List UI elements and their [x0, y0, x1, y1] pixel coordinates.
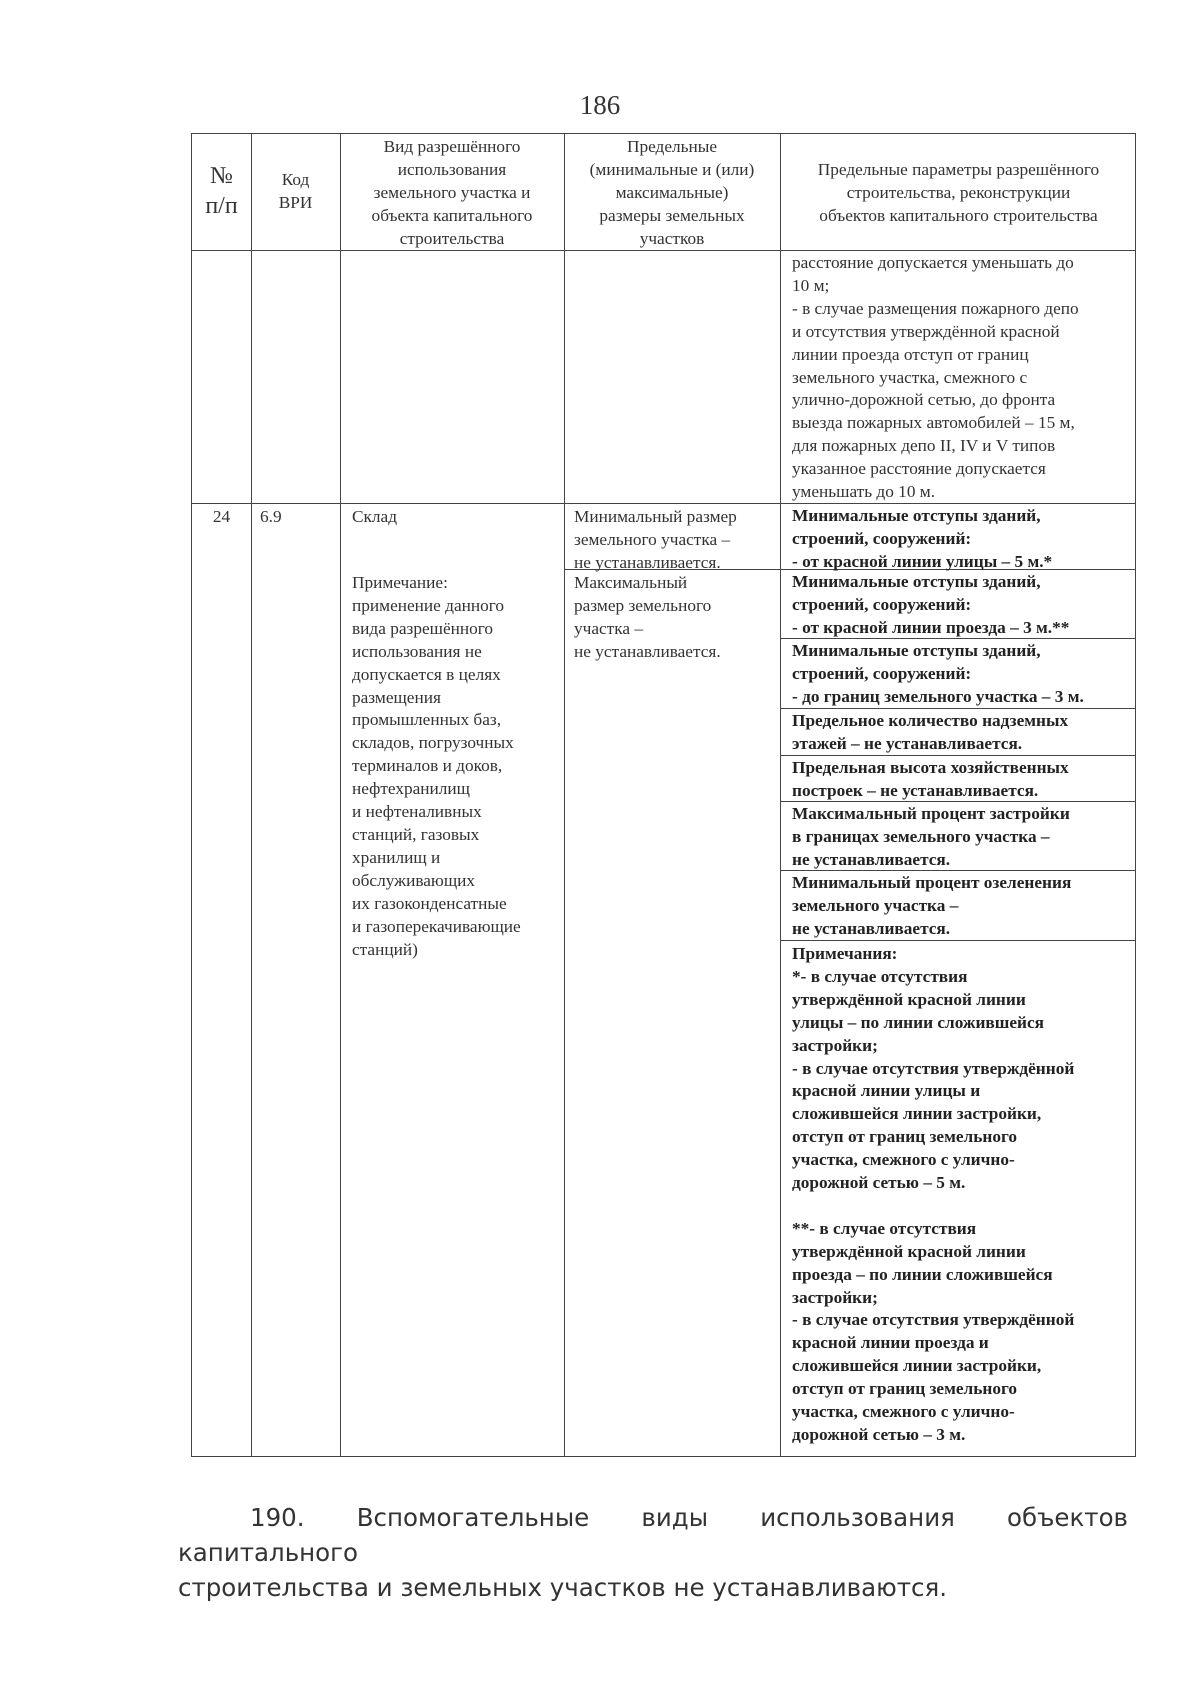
header-use-type: Вид разрешённого использования земельного участка и объекта капитального строительства	[371, 137, 533, 248]
header-num-sign: №	[210, 163, 233, 189]
row-use-type-note: Примечание: применение данного вида разрешённого использования не допускается в целях размещения промышленных баз, складов, погрузочных терминалов и доков, нефтехранилищ и нефтеналивных станций, газовых хранилищ и обслуживающих их газоконденсатные и газоперекачивающие станций)	[352, 573, 521, 959]
zoning-table	[191, 133, 1136, 1457]
header-code: Код ВРИ	[278, 170, 313, 212]
row-number: 24	[212, 507, 231, 526]
row-plot-size-max: Максимальный размер земельного участка – не устанавливается.	[574, 573, 721, 661]
param-setback-boundary: Минимальные отступы зданий, строений, сооружений: - до границ земельного участка – 3 м.	[792, 641, 1084, 706]
row-code: 6.9	[260, 507, 282, 526]
param-setback-passage: Минимальные отступы зданий, строений, сооружений: - от красной линии проезда – 3 м.**	[792, 572, 1070, 637]
header-plot-sizes: Предельные (минимальные и (или) максимальные) размеры земельных участков	[589, 137, 755, 248]
header-build-params: Предельные параметры разрешённого строительства, реконструкции объектов капитального строительства	[817, 160, 1100, 225]
header-num-sub: п/п	[205, 193, 238, 219]
previous-row-continuation: расстояние допускается уменьшать до 10 м; - в случае размещения пожарного депо и отсутствия утверждённой красной линии проезда отступ от границ земельного участка, смежного с улично-дорожной сетью, до фронта выезда пожарных автомобилей – 15 м, для пожарных депо II, IV и V типов указанное расстояние допускается уменьшать до 10 м.	[792, 253, 1079, 502]
param-setback-street: Минимальные отступы зданий, строений, сооружений: - от красной линии улицы – 5 м.*	[792, 506, 1053, 571]
page-number: 186	[579, 90, 621, 120]
paragraph-190-line-2: строительства и земельных участков не устанавливаются.	[178, 1573, 948, 1602]
header-num	[192, 161, 251, 221]
param-floors: Предельное количество надземных этажей – не устанавливается.	[792, 711, 1069, 753]
param-notes: Примечания: *- в случае отсутствия утверждённой красной линии улицы – по линии сложившейся застройки; - в случае отсутствия утверждённой красной линии улицы и сложившейся линии застройки, отступ от границ земельного участка, смежного с улично- дорожной сетью – 5 м. **- в случае отсутствия утверждённой красной линии проезда – по линии сложившейся застройки; - в случае отсутствия утверждённой красной линии проезда и сложившейся линии застройки, отступ от границ земельного участка, смежного с улично- дорожной сетью – 3 м.	[792, 943, 1125, 1447]
paragraph-190-line-1: 190. Вспомогательные виды использования объектов капитального	[178, 1503, 1128, 1567]
param-notes-title: Примечания:	[792, 944, 898, 963]
param-max-coverage: Максимальный процент застройки в границах земельного участка – не устанавливается.	[792, 804, 1070, 869]
paragraph-190	[178, 1500, 1128, 1605]
param-min-greenery: Минимальный процент озеленения земельного участка – не устанавливается.	[792, 873, 1072, 938]
param-outbuilding-height: Предельная высота хозяйственных построек – не устанавливается.	[792, 758, 1069, 800]
row-plot-size-min: Минимальный размер земельного участка – не устанавливается.	[574, 507, 737, 572]
row-use-type-name: Склад	[352, 507, 398, 526]
